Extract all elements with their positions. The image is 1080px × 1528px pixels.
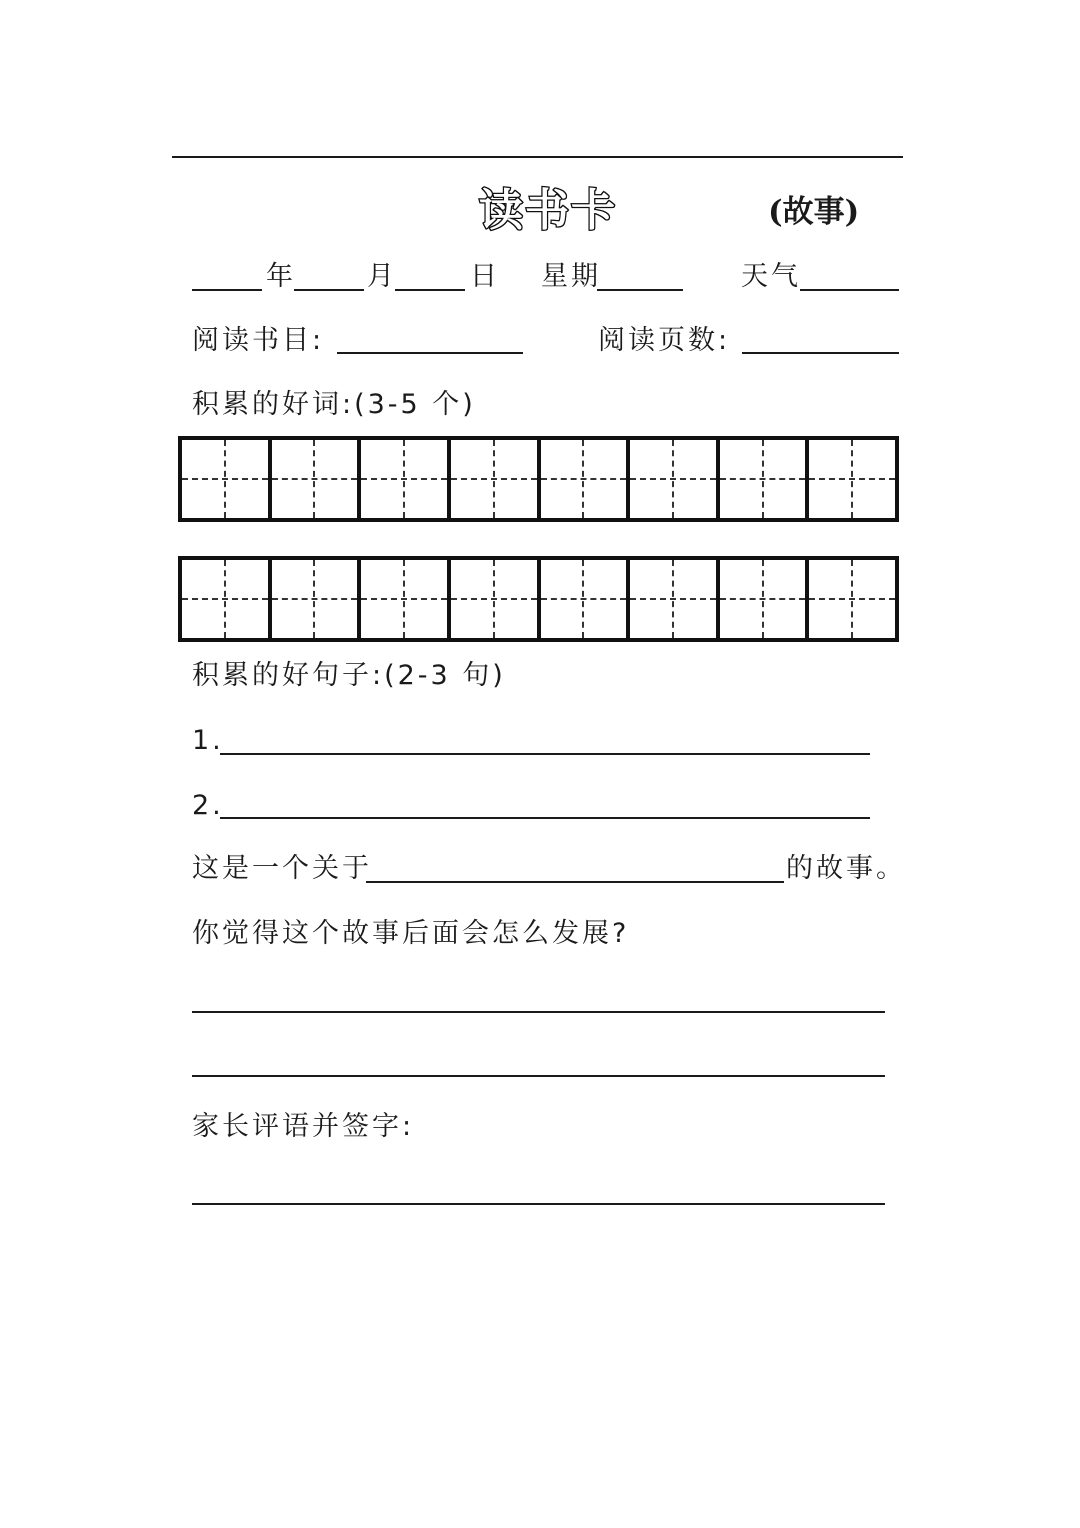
pages-blank[interactable] <box>742 352 899 354</box>
writing-cell[interactable] <box>716 440 806 518</box>
year-label: 年 <box>266 261 296 292</box>
prediction-line-2[interactable] <box>192 1075 885 1077</box>
writing-cell[interactable] <box>537 560 627 638</box>
weekday-label: 星期 <box>541 261 601 292</box>
parent-comment-line[interactable] <box>192 1203 885 1205</box>
parent-comment-label: 家长评语并签字: <box>192 1111 415 1142</box>
weather-label: 天气 <box>741 261 801 292</box>
writing-cell[interactable] <box>357 560 447 638</box>
writing-cell[interactable] <box>447 560 537 638</box>
weekday-blank[interactable] <box>597 289 683 291</box>
writing-cell[interactable] <box>626 560 716 638</box>
book-title-blank[interactable] <box>337 352 523 354</box>
word-grid-row-2 <box>178 556 899 642</box>
writing-cell[interactable] <box>716 560 806 638</box>
story-about-prefix: 这是一个关于 <box>192 853 372 884</box>
writing-cell[interactable] <box>626 440 716 518</box>
story-about-blank[interactable] <box>366 881 784 883</box>
pages-label: 阅读页数: <box>598 325 731 356</box>
writing-cell[interactable] <box>268 440 358 518</box>
day-blank[interactable] <box>395 289 465 291</box>
writing-cell[interactable] <box>805 440 895 518</box>
story-about-suffix: 的故事。 <box>786 853 906 884</box>
writing-cell[interactable] <box>537 440 627 518</box>
year-blank[interactable] <box>192 289 262 291</box>
card-subtitle: (故事) <box>768 194 860 230</box>
writing-cell[interactable] <box>182 560 268 638</box>
book-title-label: 阅读书目: <box>192 325 325 356</box>
weather-blank[interactable] <box>800 289 899 291</box>
good-words-label: 积累的好词:(3-5 个) <box>192 389 476 420</box>
top-divider <box>172 156 903 158</box>
word-grid-row-1 <box>178 436 899 522</box>
writing-cell[interactable] <box>805 560 895 638</box>
good-sentences-label: 积累的好句子:(2-3 句) <box>192 660 506 691</box>
prediction-line-1[interactable] <box>192 1011 885 1013</box>
card-title: 读书卡 <box>479 185 617 236</box>
writing-cell[interactable] <box>447 440 537 518</box>
sentence-1-number: 1. <box>192 725 224 756</box>
sentence-1-blank[interactable] <box>220 753 870 755</box>
sentence-2-number: 2. <box>192 790 224 821</box>
writing-cell[interactable] <box>357 440 447 518</box>
prediction-question: 你觉得这个故事后面会怎么发展? <box>192 918 630 949</box>
sentence-2-blank[interactable] <box>220 817 870 819</box>
day-label: 日 <box>470 261 500 292</box>
month-label: 月 <box>367 261 397 292</box>
writing-cell[interactable] <box>268 560 358 638</box>
writing-cell[interactable] <box>182 440 268 518</box>
month-blank[interactable] <box>294 289 364 291</box>
